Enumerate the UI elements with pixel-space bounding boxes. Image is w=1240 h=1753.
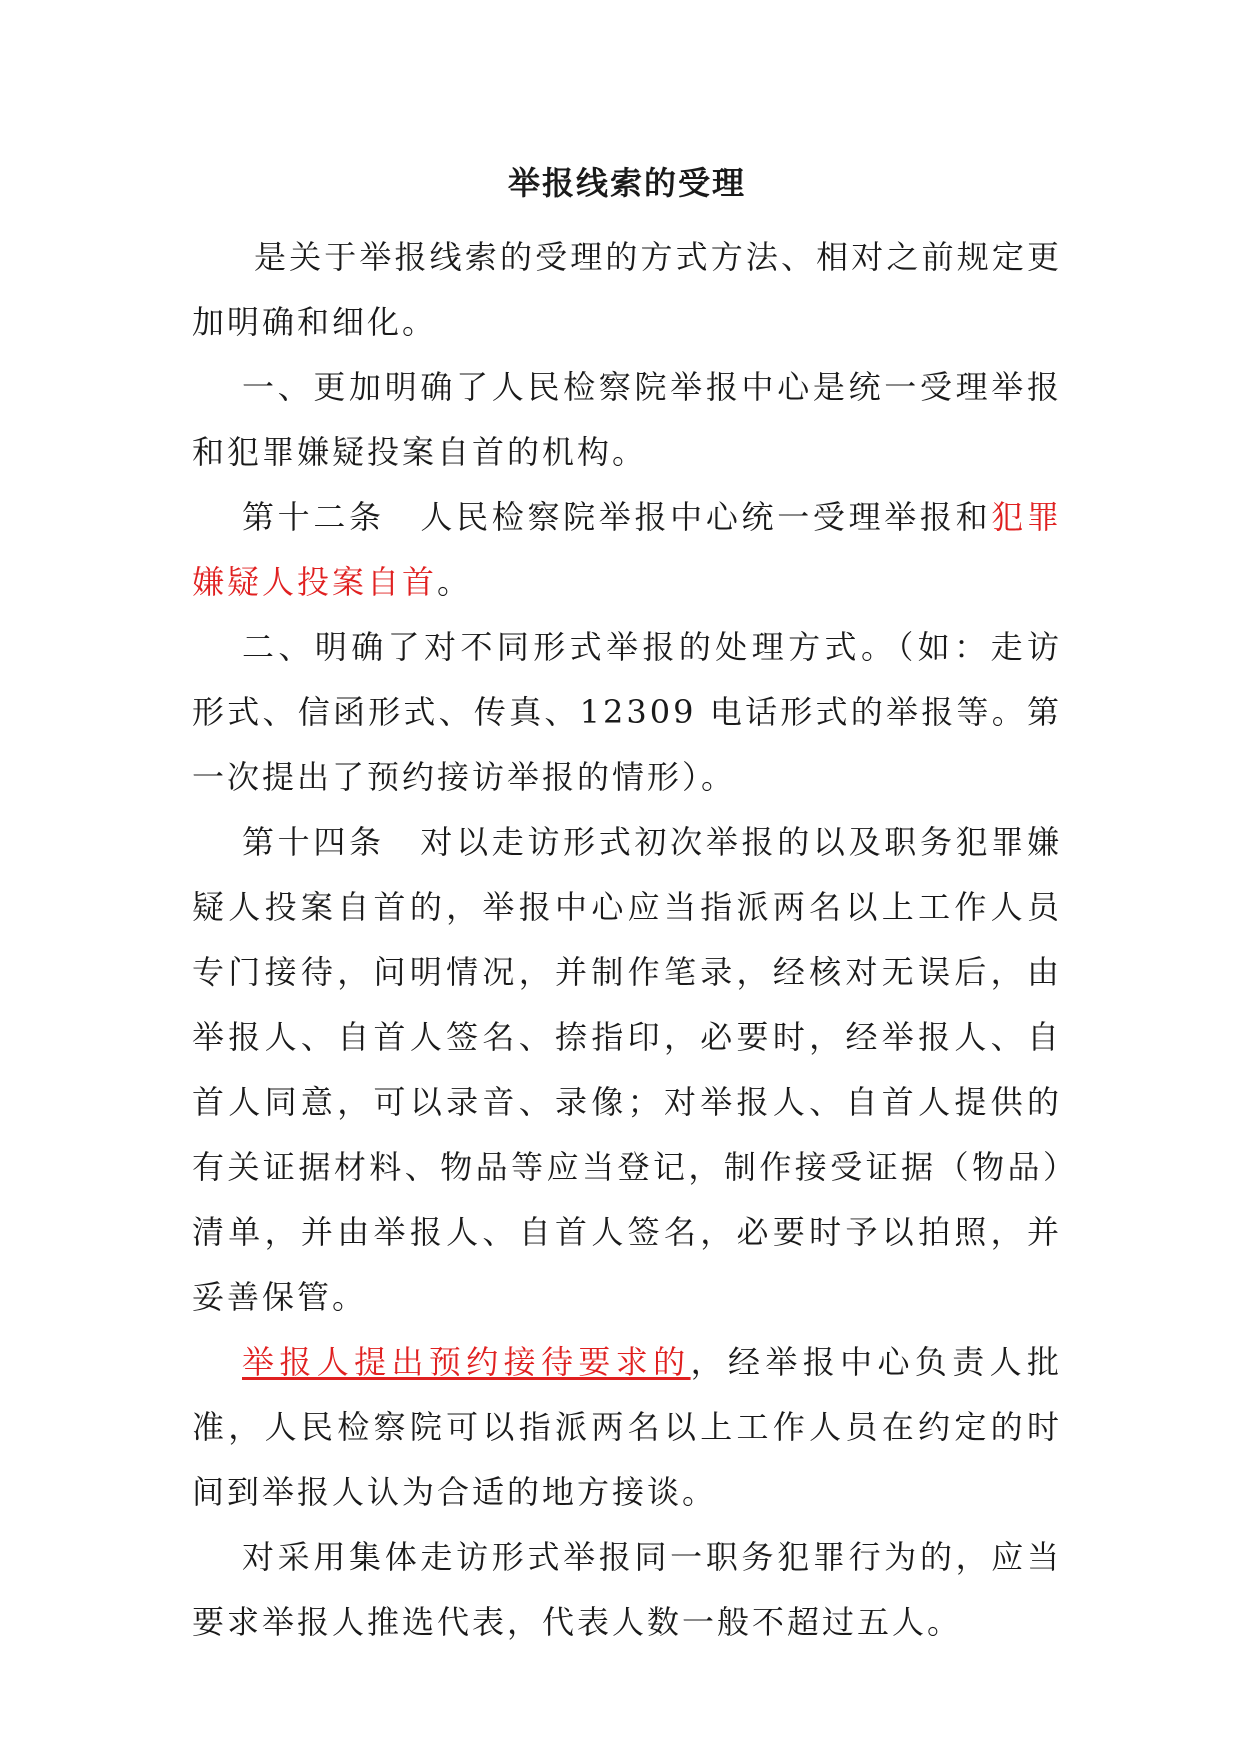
document-page [192,155,1062,1655]
article-12-paragraph [192,485,1062,615]
article-12-highlight: 犯罪嫌疑人投案自首 [192,498,1062,601]
article-14-paragraph: 第十四条 对以走访形式初次举报的以及职务犯罪嫌疑人投案自首的，举报中心应当指派两名以上工作人员专门接待，问明情况，并制作笔录，经核对无误后，由举报人、自首人签名、捺指印，必要时，经举报人、自首人同意，可以录音、录像；对举报人、自首人提供的有关证据材料、物品等应当登记，制作接受证据（物品）清单，并由举报人、自首人签名，必要时予以拍照，并妥善保管。 [192,823,1062,1316]
article-12-prefix: 第十二条 人民检察院举报中心统一受理举报和 [242,498,992,536]
appointment-paragraph [192,1330,1062,1525]
appointment-rest: ，经举报中心负责人批准，人民检察院可以指派两名以上工作人员在约定的时间到举报人认为合适的地方接谈。 [192,1343,1062,1511]
article-12-suffix: 。 [437,563,473,601]
point-one-paragraph: 一、更加明确了人民检察院举报中心是统一受理举报和犯罪嫌疑投案自首的机构。 [192,368,1062,471]
intro-paragraph: 是关于举报线索的受理的方式方法、相对之前规定更加明确和细化。 [192,238,1062,341]
point-two-paragraph: 二、明确了对不同形式举报的处理方式。（如：走访形式、信函形式、传真、12309 电话形式的举报等。第一次提出了预约接访举报的情形）。 [192,628,1062,796]
appointment-highlight: 举报人提出预约接待要求的 [242,1343,691,1381]
document-title: 举报线索的受理 [507,164,746,202]
collective-paragraph: 对采用集体走访形式举报同一职务犯罪行为的，应当要求举报人推选代表，代表人数一般不超过五人。 [192,1538,1062,1641]
